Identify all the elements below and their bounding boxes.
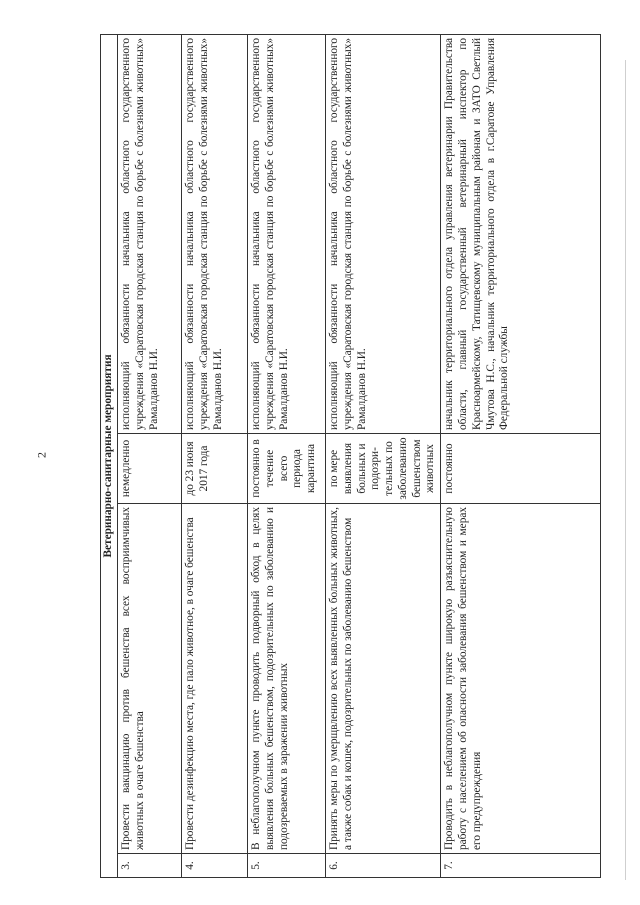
rotated-page — [100, 35, 582, 878]
responsible-cell: исполняющий обязанности начальника областного государственного учреждения «Саратовская городская станция по борьбе с болезнями животных» Рамалданов Н.И. — [182, 34, 248, 433]
row-number: 4. — [182, 854, 248, 878]
section-header-row — [101, 34, 118, 877]
row-number: 6. — [326, 854, 441, 878]
responsible-cell: исполняющий обязанности начальника областного государственного учреждения «Саратовская городская станция по борьбе с болезнями животных» Рамалданов Н.И. — [248, 34, 326, 433]
term-cell: постоянно в течение всего периода карантина — [248, 434, 326, 504]
term-cell: постоянно — [441, 434, 601, 504]
action-cell: Провести вакцинацию против бешенства всех восприимчивых животных в очаге бешенства — [118, 504, 182, 854]
section-header: Ветеринарно-санитарные мероприятия — [101, 34, 118, 877]
action-cell: Провести дезинфекцию места, где пало животное, в очаге бешенства — [182, 504, 248, 854]
table-row — [118, 34, 182, 877]
measures-table — [100, 34, 601, 878]
table-row — [248, 34, 326, 877]
row-number: 7. — [441, 854, 601, 878]
table-row — [182, 34, 248, 877]
term-cell: по мере выявления больных и подозри-тельных по заболеванию бешенством животных — [326, 434, 441, 504]
term-cell: немедленно — [118, 434, 182, 504]
action-cell: В неблагополучном пункте проводить подворный обход в целях выявления больных бешенством, подозрительных по заболеванию и подозреваемых в заражении животных — [248, 504, 326, 854]
row-number: 3. — [118, 854, 182, 878]
action-cell: Проводить в неблагополучном пункте широкую разъяснительную работу с населением об опасности заболевания бешенством и мерах его предупреждения — [441, 504, 601, 854]
term-cell: до 23 июня 2017 года — [182, 434, 248, 504]
action-cell: Принять меры по умерщвлению всех выявленных больных животных, а также собак и кошек, подозрительных по заболеванию бешенством — [326, 504, 441, 854]
page-number: 2 — [34, 452, 49, 458]
responsible-cell: исполняющий обязанности начальника областного государственного учреждения «Саратовская городская станция по борьбе с болезнями животных» Рамалданов Н.И. — [326, 34, 441, 433]
responsible-cell: начальник территориального отдела управления ветеринарии Правительства области, главный государственный ветеринарный инспектор по Красноармейскому, Татищевскому муниципальным районам и ЗАТО Светлый Чмутова Н.С., начальник территориального отдела в г.Саратове Управления Федеральной службы — [441, 34, 601, 433]
responsible-cell: исполняющий обязанности начальника областного государственного учреждения «Саратовская городская станция по борьбе с болезнями животных» Рамалданов Н.И. — [118, 34, 182, 433]
table-row — [441, 34, 601, 877]
row-number: 5. — [248, 854, 326, 878]
page-edge-line — [625, 60, 626, 880]
table-row — [326, 34, 441, 877]
